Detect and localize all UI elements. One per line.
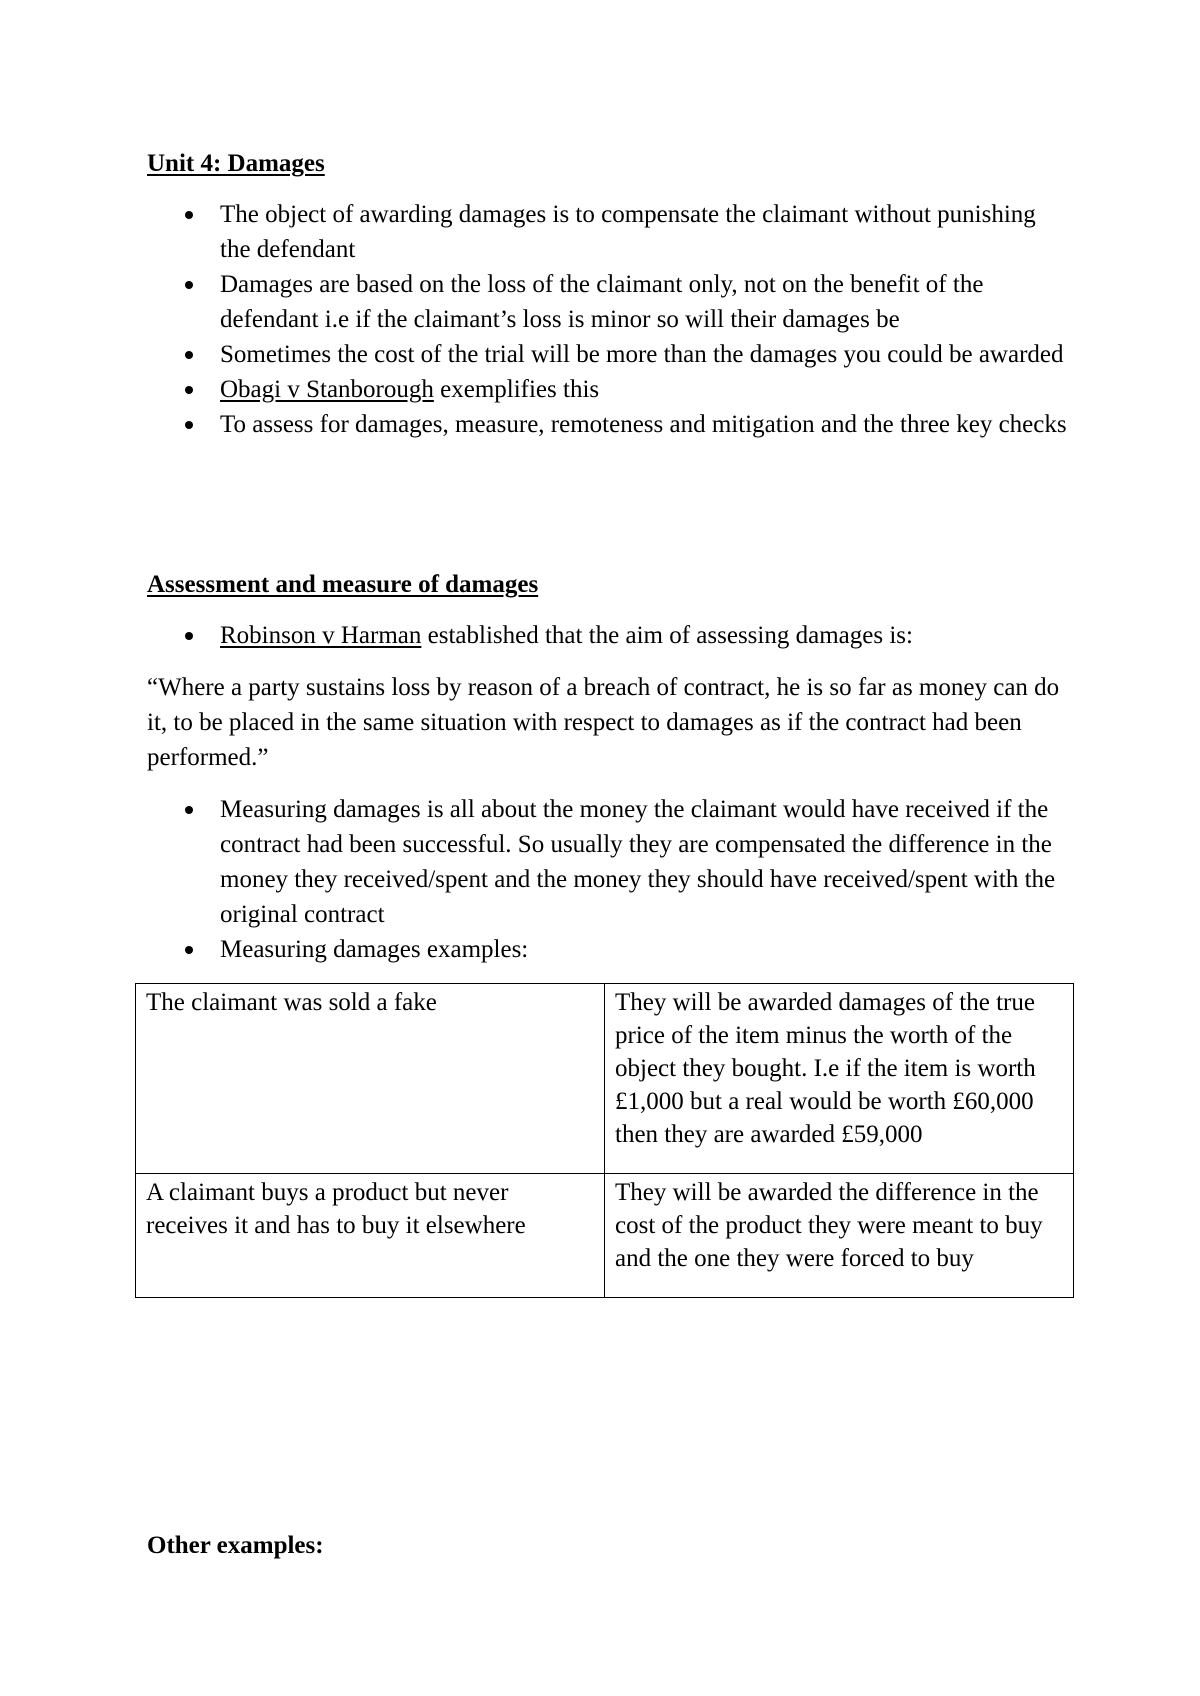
- robinson-bullet-list: [147, 618, 1067, 653]
- list-item: [147, 618, 1067, 653]
- table-cell-scenario: The claimant was sold a fake: [136, 984, 605, 1174]
- case-reference: Robinson v Harman: [220, 622, 422, 649]
- assessment-heading: Assessment and measure of damages: [147, 571, 539, 598]
- bullet-text: To assess for damages, measure, remoteness and mitigation and the three key checks: [220, 411, 1067, 438]
- case-reference: Obagi v Stanborough: [220, 376, 434, 403]
- measuring-bullet-list: [147, 792, 1067, 967]
- list-item: [147, 932, 1067, 967]
- list-item: [147, 267, 1067, 337]
- bullet-icon: [185, 351, 193, 359]
- list-item: [147, 197, 1067, 267]
- list-item: [147, 372, 1067, 407]
- list-item: [147, 407, 1067, 442]
- bullet-icon: [185, 211, 193, 219]
- bullet-icon: [185, 806, 193, 814]
- bullet-text: Damages are based on the loss of the claimant only, not on the benefit of the defendant i.e if the claimant’s loss is minor so will their damages be: [220, 271, 984, 333]
- list-item: [147, 792, 1067, 932]
- damages-examples-table: [135, 983, 1074, 1298]
- bullet-text: established that the aim of assessing damages is:: [421, 622, 913, 649]
- bullet-icon: [185, 281, 193, 289]
- bullet-text: exemplifies this: [433, 376, 600, 403]
- bullet-icon: [185, 632, 193, 640]
- other-examples-heading: Other examples:: [147, 1532, 324, 1559]
- bullet-icon: [185, 946, 193, 954]
- table-cell-outcome: They will be awarded the difference in the cost of the product they were meant to buy and the one they were forced to buy: [605, 1174, 1074, 1298]
- robinson-quote: “Where a party sustains loss by reason of a breach of contract, he is so far as money can do it, to be placed in the same situation with respect to damages as if the contract had been performed.”: [147, 674, 1060, 771]
- intro-bullet-list: [147, 197, 1067, 442]
- unit-title: Unit 4: Damages: [147, 150, 325, 177]
- table-cell-scenario: A claimant buys a product but never receives it and has to buy it elsewhere: [136, 1174, 605, 1298]
- table-cell-outcome: They will be awarded damages of the true price of the item minus the worth of the object they bought. I.e if the item is worth £1,000 but a real would be worth £60,000 then they are awarded £59,000: [605, 984, 1074, 1174]
- bullet-text: Measuring damages examples:: [220, 936, 529, 963]
- bullet-icon: [185, 421, 193, 429]
- table-row: [136, 984, 1074, 1174]
- bullet-text: Measuring damages is all about the money the claimant would have received if the contract had been successful. So usually they are compensated the difference in the money they received/spent and the money they should have received/spent with the original contract: [220, 796, 1056, 928]
- table-row: [136, 1174, 1074, 1298]
- list-item: [147, 337, 1067, 372]
- bullet-text: Sometimes the cost of the trial will be more than the damages you could be awarded: [220, 341, 1064, 368]
- bullet-text: The object of awarding damages is to compensate the claimant without punishing the defendant: [220, 201, 1036, 263]
- bullet-icon: [185, 386, 193, 394]
